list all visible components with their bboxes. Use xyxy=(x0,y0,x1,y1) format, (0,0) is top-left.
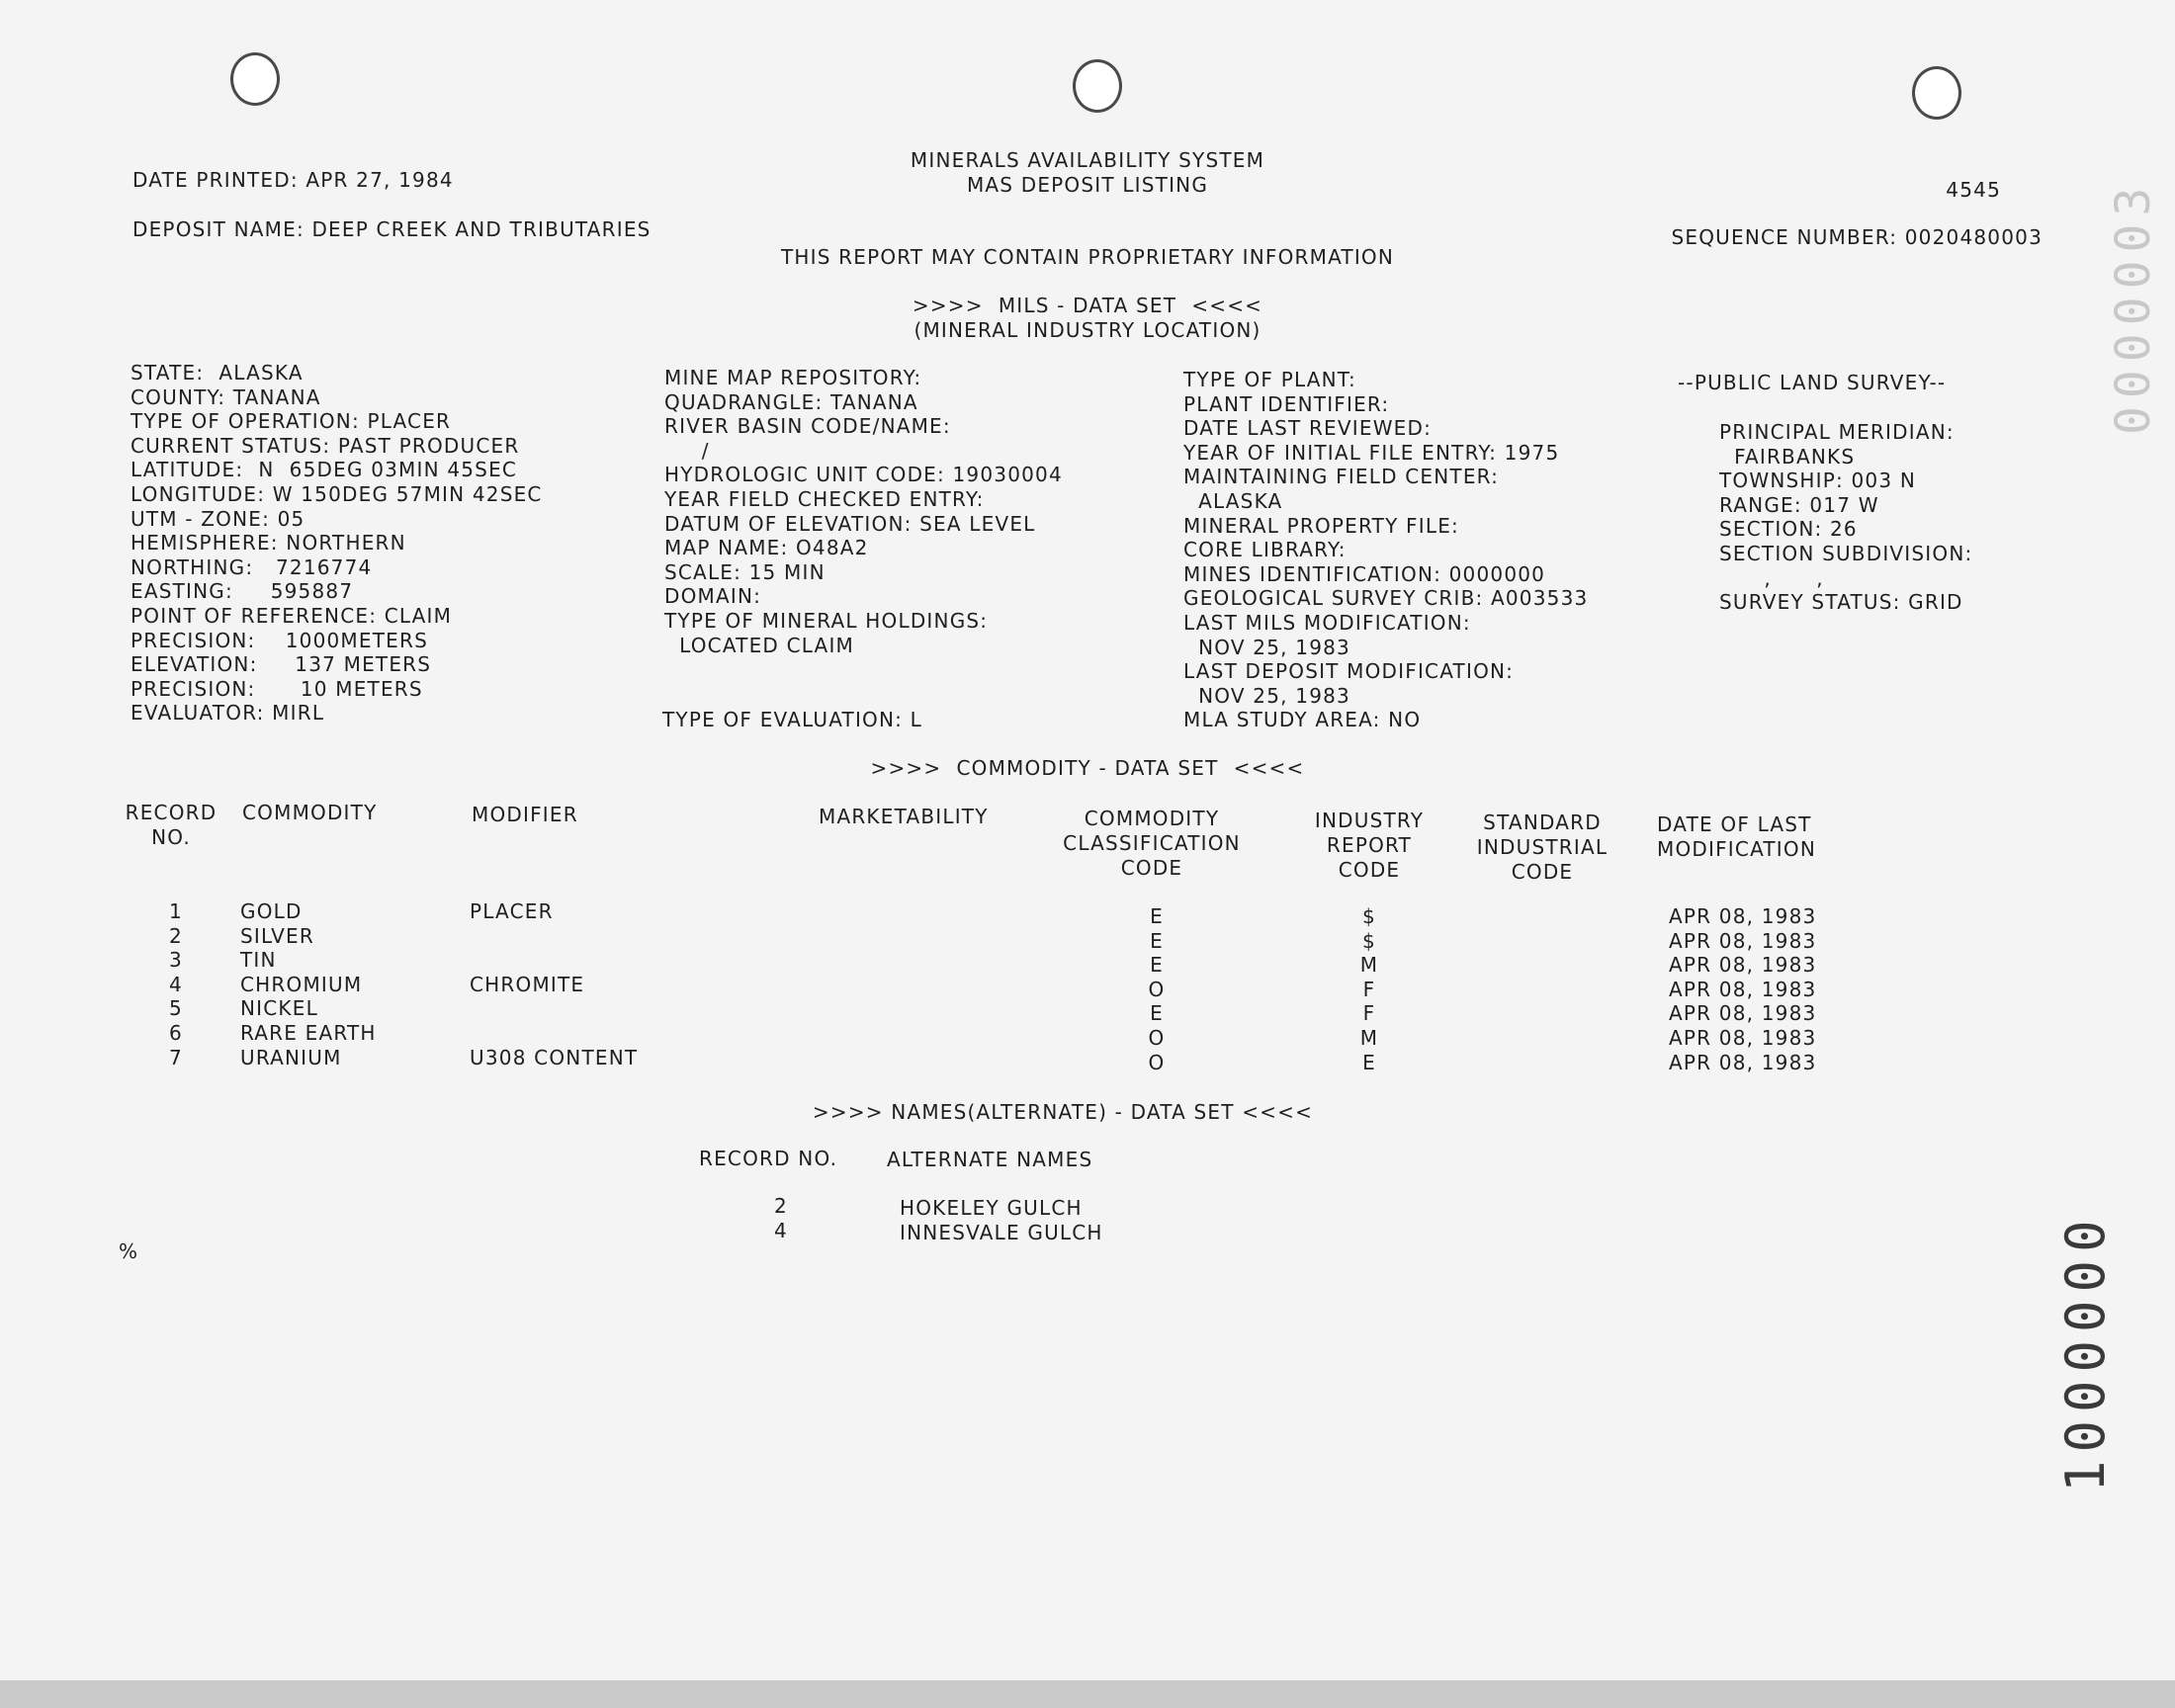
location-line: UTM - ZONE: 05 xyxy=(130,506,305,531)
mils-section-title: >>>> MILS - DATA SET <<<< xyxy=(912,294,1263,317)
industry-cell: M xyxy=(1359,1026,1379,1050)
record-no-cell: 3 xyxy=(169,948,183,973)
alt-name-cell: HOKELEY GULCH xyxy=(900,1196,1083,1220)
administration-line: NOV 25, 1983 xyxy=(1183,635,1350,659)
location-line: HEMISPHERE: NORTHERN xyxy=(130,531,406,555)
percent-mark: % xyxy=(119,1239,139,1263)
date-cell: APR 08, 1983 xyxy=(1669,953,1817,978)
modifier-cell: PLACER xyxy=(470,899,554,923)
administration-line: DATE LAST REVIEWED: xyxy=(1183,416,1433,441)
header-marketability: MARKETABILITY xyxy=(819,805,989,828)
header-record: RECORD xyxy=(125,801,218,824)
geography-line: LOCATED CLAIM xyxy=(664,633,854,657)
record-no-cell: 1 xyxy=(169,899,183,923)
location-line: COUNTY: TANANA xyxy=(130,384,321,409)
geography-line: SCALE: 15 MIN xyxy=(664,559,826,584)
scanner-bottom-strip xyxy=(0,1680,2175,1708)
location-line: LONGITUDE: W 150DEG 57MIN 42SEC xyxy=(130,482,543,506)
header-date-2: MODIFICATION xyxy=(1657,837,1817,861)
administration-line: MINERAL PROPERTY FILE: xyxy=(1183,513,1459,538)
header-record-no: NO. xyxy=(151,825,191,849)
sequence-number: SEQUENCE NUMBER: 0020480003 xyxy=(1671,225,2043,249)
header-date-1: DATE OF LAST xyxy=(1657,812,1812,836)
commodity-cell: URANIUM xyxy=(240,1045,342,1069)
punch-hole-right xyxy=(1912,66,1961,120)
public-land-survey-title: --PUBLIC LAND SURVEY-- xyxy=(1678,371,1947,394)
administration-line: CORE LIBRARY: xyxy=(1183,538,1347,562)
vertical-stamp-number: 1000000 xyxy=(2054,1212,2117,1493)
header-commodity: COMMODITY xyxy=(242,801,378,824)
classification-cell: O xyxy=(1148,1050,1166,1074)
location-line: ELEVATION: 137 METERS xyxy=(130,652,432,677)
date-cell: APR 08, 1983 xyxy=(1669,977,1817,1001)
industry-cell: E xyxy=(1362,1050,1376,1074)
classification-cell: E xyxy=(1150,928,1164,953)
header-modifier: MODIFIER xyxy=(472,803,578,826)
geography-line: RIVER BASIN CODE/NAME: xyxy=(664,414,951,439)
deposit-name: DEPOSIT NAME: DEEP CREEK AND TRIBUTARIES xyxy=(132,217,652,241)
location-line: PRECISION: 10 METERS xyxy=(130,676,423,701)
header-industry-2: REPORT xyxy=(1326,833,1413,857)
administration-line: ALASKA xyxy=(1183,489,1283,513)
names-section-title: >>>> NAMES(ALTERNATE) - DATA SET <<<< xyxy=(812,1100,1314,1124)
modifier-cell: U308 CONTENT xyxy=(470,1045,639,1069)
location-line: EASTING: 595887 xyxy=(130,579,354,604)
names-header-record: RECORD NO. xyxy=(699,1147,838,1170)
geography-line: MAP NAME: O48A2 xyxy=(664,536,869,560)
administration-line: MAINTAINING FIELD CENTER: xyxy=(1183,465,1500,489)
classification-cell: O xyxy=(1148,977,1166,1001)
administration-line: MLA STUDY AREA: NO xyxy=(1183,708,1422,732)
type-of-evaluation: TYPE OF EVALUATION: L xyxy=(662,708,922,731)
geography-line: DOMAIN: xyxy=(664,584,762,609)
geography-line: DATUM OF ELEVATION: SEA LEVEL xyxy=(664,511,1036,536)
administration-line: LAST MILS MODIFICATION: xyxy=(1183,611,1471,635)
header-industry-3: CODE xyxy=(1338,858,1401,882)
location-line: EVALUATOR: MIRL xyxy=(130,701,325,726)
industry-cell: $ xyxy=(1362,904,1376,928)
industry-cell: M xyxy=(1359,953,1379,978)
land-survey-line: SURVEY STATUS: GRID xyxy=(1719,590,1963,615)
mils-section-subtitle: (MINERAL INDUSTRY LOCATION) xyxy=(914,318,1262,342)
location-line: NORTHING: 7216774 xyxy=(130,555,373,579)
land-survey-line: FAIRBANKS xyxy=(1719,444,1856,469)
commodity-cell: GOLD xyxy=(240,899,303,923)
names-header-alternate: ALTERNATE NAMES xyxy=(887,1148,1093,1171)
commodity-cell: RARE EARTH xyxy=(240,1021,377,1045)
administration-line: LAST DEPOSIT MODIFICATION: xyxy=(1183,659,1515,684)
land-survey-line: TOWNSHIP: 003 N xyxy=(1719,469,1916,493)
header-classification-2: CLASSIFICATION xyxy=(1063,831,1241,855)
location-line: PRECISION: 1000METERS xyxy=(130,628,428,652)
header-sic-1: STANDARD xyxy=(1483,811,1602,834)
alt-record-no-cell: 2 xyxy=(774,1194,788,1218)
administration-line: TYPE OF PLANT: xyxy=(1183,368,1356,391)
header-classification-1: COMMODITY xyxy=(1084,807,1220,830)
alt-name-cell: INNESVALE GULCH xyxy=(900,1221,1103,1244)
faint-vertical-stamp: 0000003 xyxy=(2106,179,2161,435)
classification-cell: E xyxy=(1150,953,1164,978)
land-survey-line: RANGE: 017 W xyxy=(1719,492,1879,517)
location-line: STATE: ALASKA xyxy=(130,361,304,384)
system-title: MINERALS AVAILABILITY SYSTEM xyxy=(910,148,1265,172)
administration-line: NOV 25, 1983 xyxy=(1183,683,1350,708)
proprietary-notice: THIS REPORT MAY CONTAIN PROPRIETARY INFORMATION xyxy=(780,245,1395,269)
location-line: LATITUDE: N 65DEG 03MIN 45SEC xyxy=(130,458,518,482)
page-number: 4545 xyxy=(1946,178,2001,202)
location-line: CURRENT STATUS: PAST PRODUCER xyxy=(130,433,520,458)
land-survey-line: , , xyxy=(1719,565,1824,590)
alt-record-no-cell: 4 xyxy=(774,1219,788,1242)
date-cell: APR 08, 1983 xyxy=(1669,1001,1817,1026)
commodity-cell: NICKEL xyxy=(240,996,318,1021)
land-survey-line: SECTION: 26 xyxy=(1719,517,1858,542)
header-sic-2: INDUSTRIAL xyxy=(1476,835,1609,859)
geography-line: / xyxy=(664,438,710,463)
date-cell: APR 08, 1983 xyxy=(1669,928,1817,953)
administration-line: YEAR OF INITIAL FILE ENTRY: 1975 xyxy=(1183,440,1560,465)
record-no-cell: 2 xyxy=(169,923,183,948)
administration-line: PLANT IDENTIFIER: xyxy=(1183,391,1390,416)
geography-line: MINE MAP REPOSITORY: xyxy=(664,366,922,389)
punch-hole-center xyxy=(1073,59,1122,113)
record-no-cell: 6 xyxy=(169,1021,183,1045)
administration-line: GEOLOGICAL SURVEY CRIB: A003533 xyxy=(1183,586,1589,611)
land-survey-line: SECTION SUBDIVISION: xyxy=(1719,542,1973,565)
header-sic-3: CODE xyxy=(1511,860,1574,884)
geography-line: QUADRANGLE: TANANA xyxy=(664,389,918,414)
administration-line: MINES IDENTIFICATION: 0000000 xyxy=(1183,561,1546,586)
industry-cell: $ xyxy=(1362,928,1376,953)
punch-hole-left xyxy=(230,52,280,106)
date-cell: APR 08, 1983 xyxy=(1669,1026,1817,1050)
date-cell: APR 08, 1983 xyxy=(1669,1050,1817,1074)
modifier-cell: CHROMITE xyxy=(470,972,585,996)
classification-cell: O xyxy=(1148,1026,1166,1050)
header-industry-1: INDUSTRY xyxy=(1314,809,1425,832)
location-line: POINT OF REFERENCE: CLAIM xyxy=(130,604,453,628)
commodity-cell: TIN xyxy=(240,948,277,973)
classification-cell: E xyxy=(1150,904,1164,928)
date-printed: DATE PRINTED: APR 27, 1984 xyxy=(132,168,454,192)
land-survey-line: PRINCIPAL MERIDIAN: xyxy=(1719,420,1955,444)
commodity-section-title: >>>> COMMODITY - DATA SET <<<< xyxy=(870,756,1305,780)
record-no-cell: 5 xyxy=(169,996,183,1021)
record-no-cell: 4 xyxy=(169,972,183,996)
location-line: TYPE OF OPERATION: PLACER xyxy=(130,409,452,434)
industry-cell: F xyxy=(1362,977,1376,1001)
geography-line: TYPE OF MINERAL HOLDINGS: xyxy=(664,609,989,633)
geography-line: HYDROLOGIC UNIT CODE: 19030004 xyxy=(664,463,1063,487)
commodity-cell: SILVER xyxy=(240,923,314,948)
geography-line: YEAR FIELD CHECKED ENTRY: xyxy=(664,487,985,511)
header-classification-3: CODE xyxy=(1120,856,1183,880)
classification-cell: E xyxy=(1150,1001,1164,1026)
listing-title: MAS DEPOSIT LISTING xyxy=(966,173,1209,197)
industry-cell: F xyxy=(1362,1001,1376,1026)
date-cell: APR 08, 1983 xyxy=(1669,904,1817,928)
record-no-cell: 7 xyxy=(169,1045,183,1069)
commodity-cell: CHROMIUM xyxy=(240,972,363,996)
